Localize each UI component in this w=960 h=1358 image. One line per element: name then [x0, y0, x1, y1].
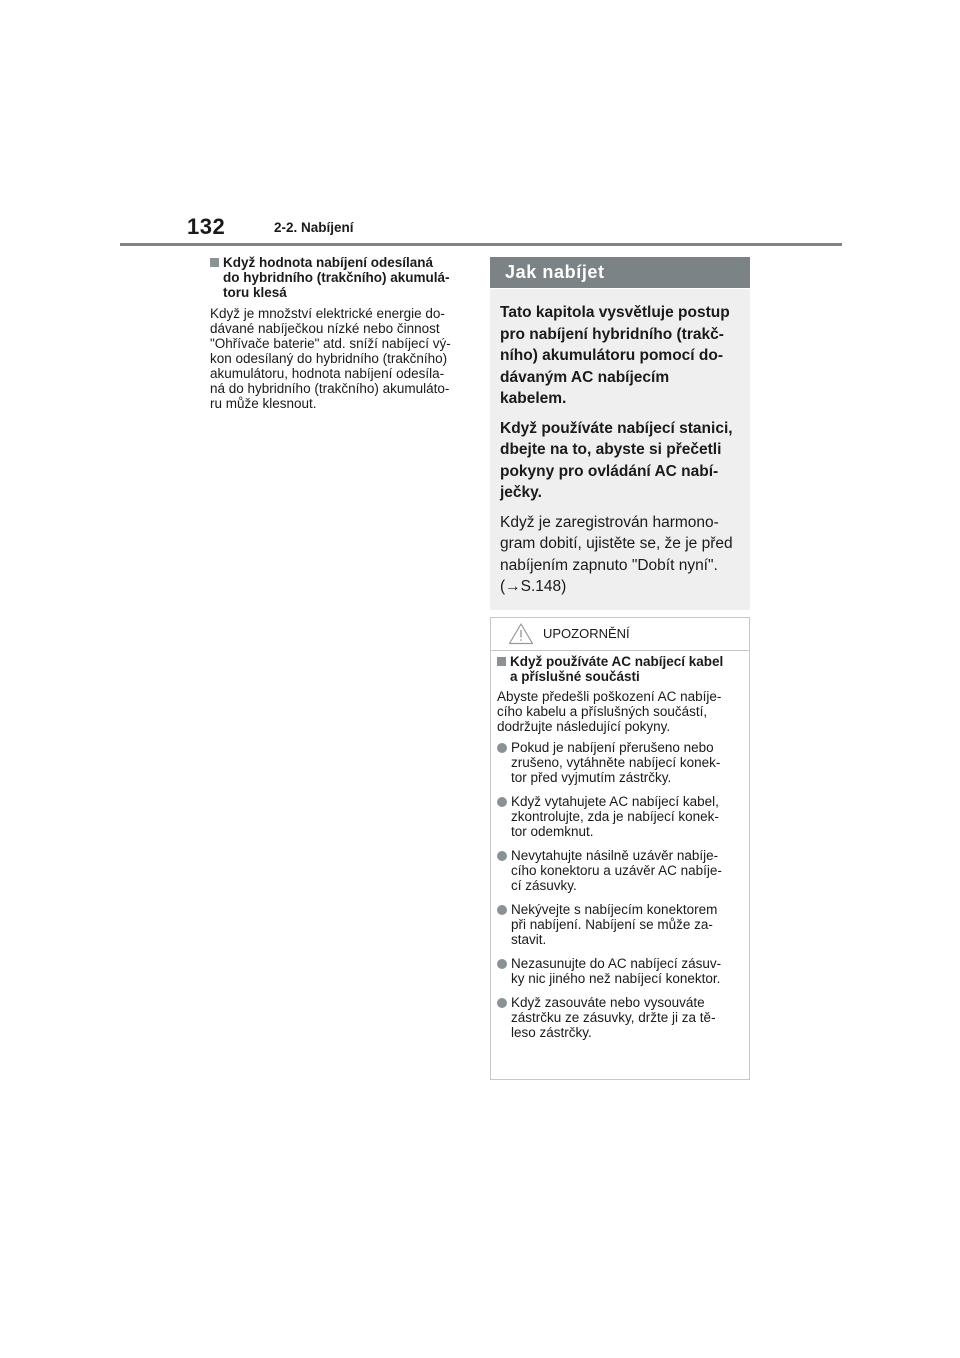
warning-body-line: cího kabelu a příslušných součástí, [497, 704, 708, 719]
warning-body-line: Abyste předešli poškození AC nabíje- [497, 689, 722, 704]
bullet-line: Nekývejte s nabíjecím konektorem [511, 902, 718, 917]
intro-paragraph [500, 302, 750, 410]
bullet-line: zrušeno, vytáhněte nabíjecí konek- [511, 755, 721, 770]
warning-heading-line: a příslušné součásti [510, 669, 640, 684]
intro-line: pokyny pro ovládání AC nabí- [500, 462, 719, 480]
warning-divider [491, 650, 749, 651]
warning-body-line: dodržujte následující pokyny. [497, 719, 671, 734]
bullet-line: zástrčku ze zásuvky, držte ji za tě- [511, 1010, 716, 1025]
warning-bullet-item [497, 740, 745, 785]
bullet-line: zkontrolujte, zda je nabíjecí konek- [511, 809, 719, 824]
bullet-line: ky nic jiného než nabíjecí konektor. [511, 971, 721, 986]
page-number: 132 [187, 214, 226, 239]
intro-line: dbejte na to, abyste si přečetli [500, 441, 722, 458]
page-reference-link[interactable]: (→S.148) [500, 578, 567, 595]
intro-paragraph [500, 512, 750, 598]
bullet-line: Nezasunujte do AC nabíjecí zásuv- [511, 956, 722, 971]
left-body [210, 306, 465, 411]
warning-title: UPOZORNĚNÍ [543, 626, 630, 641]
square-bullet-icon [210, 258, 219, 267]
intro-line: Tato kapitola vysvětluje postup [500, 304, 730, 321]
bullet-line: Pokud je nabíjení přerušeno nebo [511, 740, 714, 755]
warning-bullet-list [497, 740, 745, 1040]
left-body-line: Když je množství elektrické energie do- [210, 306, 445, 321]
warning-bullet-item [497, 848, 745, 893]
round-bullet-icon [497, 959, 507, 969]
left-heading-text [223, 255, 450, 300]
left-heading-line: Když hodnota nabíjení odesílaná [223, 255, 434, 270]
header-divider [120, 243, 842, 246]
bullet-line: cího konektoru a uzávěr AC nabíje- [511, 863, 722, 878]
warning-heading-text [510, 654, 723, 684]
intro-line: pro nabíjení hybridního (trakč- [500, 325, 724, 343]
bullet-line: Když vytahujete AC nabíjecí kabel, [511, 794, 719, 809]
bullet-line: Nevytahujte násilně uzávěr nabíje- [511, 848, 719, 863]
left-body-line: akumulátoru, hodnota nabíjení odesíla- [210, 366, 445, 381]
warning-triangle-icon [508, 622, 534, 650]
intro-line: dávaným AC nabíjecím [500, 368, 670, 386]
warning-heading [497, 654, 745, 684]
left-body-line: "Ohřívače baterie" atd. sníží nabíjecí vý- [210, 336, 451, 351]
intro-paragraph [500, 418, 750, 504]
square-bullet-icon [497, 657, 506, 666]
left-heading-line: toru klesá [223, 285, 287, 300]
round-bullet-icon [497, 851, 507, 861]
warning-box [490, 617, 750, 1080]
left-body-line: ru může klesnout. [210, 396, 317, 411]
warning-bullet-item [497, 956, 745, 986]
round-bullet-icon [497, 797, 507, 807]
intro-line: Když je zaregistrován harmono- [500, 513, 719, 531]
round-bullet-icon [497, 998, 507, 1008]
round-bullet-icon [497, 905, 507, 915]
bullet-line: stavit. [511, 932, 547, 947]
left-heading [210, 255, 465, 300]
left-heading-line: do hybridního (trakčního) akumulá- [223, 270, 450, 285]
warning-heading-line: Když používáte AC nabíjecí kabel [510, 654, 724, 669]
bullet-line: Když zasouváte nebo vysouváte [511, 995, 705, 1010]
left-body-line: kon odesílaný do hybridního (trakčního) [210, 351, 448, 366]
warning-bullet-item [497, 902, 745, 947]
warning-body [497, 689, 745, 734]
bullet-line: tor odemknut. [511, 824, 594, 839]
left-body-line: dávané nabíječkou nízké nebo činnost [210, 321, 440, 336]
round-bullet-icon [497, 743, 507, 753]
warning-content [497, 654, 745, 1040]
warning-bullet-item [497, 794, 745, 839]
chapter-title: Jak nabíjet [490, 257, 750, 288]
intro-line: nabíjením zapnuto "Dobít nyní". [500, 556, 718, 574]
bullet-line: tor před vyjmutím zástrčky. [511, 770, 672, 785]
section-title: 2-2. Nabíjení [274, 220, 354, 235]
warning-bullet-item [497, 995, 745, 1040]
left-column [210, 255, 465, 411]
intro-line: gram dobití, ujistěte se, že je před [500, 535, 733, 552]
intro-line: Když používáte nabíjecí stanici, [500, 419, 733, 437]
intro-line: ního) akumulátoru pomocí do- [500, 347, 724, 364]
bullet-line: leso zástrčky. [511, 1025, 592, 1040]
bullet-line: při nabíjení. Nabíjení se může za- [511, 917, 713, 932]
bullet-line: cí zásuvky. [511, 878, 577, 893]
intro-line: kabelem. [500, 390, 567, 407]
intro-line: ječky. [500, 484, 542, 501]
left-body-line: ná do hybridního (trakčního) akumuláto- [210, 381, 450, 396]
warning-header [491, 618, 749, 650]
intro-box [490, 289, 750, 610]
